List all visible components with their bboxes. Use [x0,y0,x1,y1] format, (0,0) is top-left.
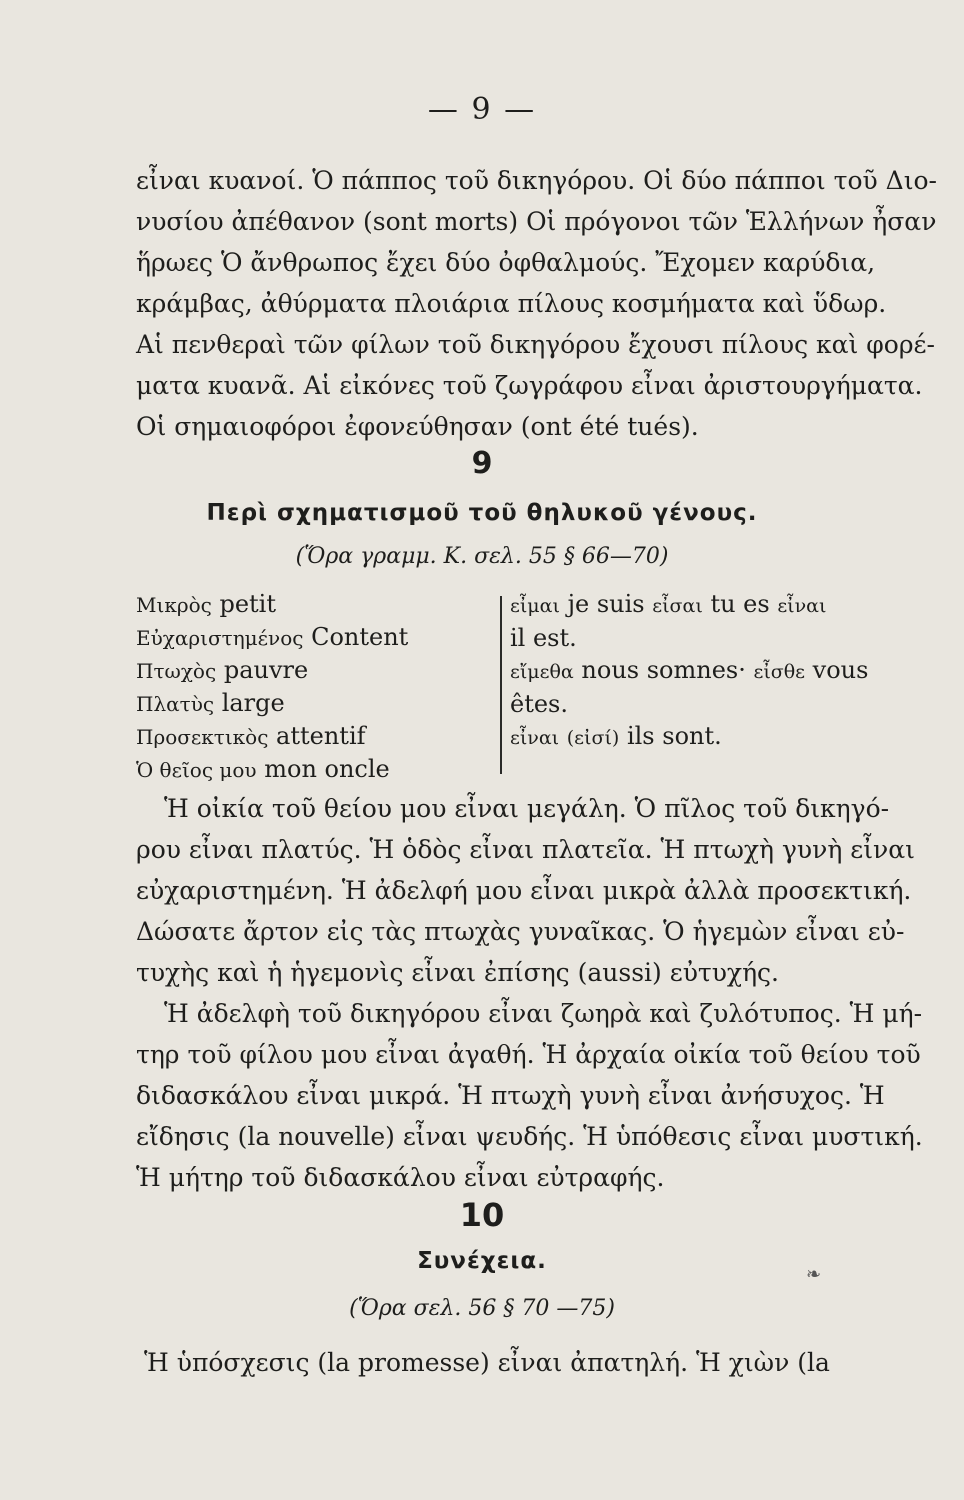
conjugation-line [510,720,890,754]
conjugation-line [510,654,890,688]
text-line: τηρ τοῦ φίλου μου εἶναι ἀγαθή. Ἡ ἀρχαία οἰκία τοῦ θείου τοῦ [136,1040,921,1069]
page-number: — 9 — [427,92,537,127]
text-line: Ἡ οἰκία τοῦ θείου μου εἶναι μεγάλη. Ὁ πῖλος τοῦ δικηγό- [164,794,890,823]
vocab-french: attentif [276,722,366,750]
conjugation-line [510,688,890,720]
vocab-french: petit [219,590,276,618]
conjugation-line [510,588,890,622]
vocab-greek: Προσεκτικὸς [136,725,269,749]
text-line: κράμβας, ἀθύρματα πλοιάρια πίλους κοσμήματα καὶ ὕδωρ. [136,289,887,318]
conj-french: nous somnes· [581,656,746,684]
vocab-greek: Πτωχὸς [136,659,217,683]
text-line: ματα κυανᾶ. Αἱ εἰκόνες τοῦ ζωγράφου εἶναι ἀριστουργήματα. [136,371,923,400]
vocab-greek: Ὁ θεῖος μου [136,758,257,782]
text-line: εἶναι κυανοί. Ὁ πάππος τοῦ δικηγόρου. Οἱ δύο πάπποι τοῦ Διο- [136,166,938,195]
section-9-paragraph [136,788,923,1198]
vocab-greek: Πλατὺς [136,692,215,716]
text-line: διδασκάλου εἶναι μικρά. Ἡ πτωχὴ γυνὴ εἶναι ἀνήσυχος. Ἡ [136,1081,885,1110]
text-line: Δώσατε ἄρτον εἰς τὰς πτωχὰς γυναῖκας. Ὁ ἡγεμὼν εἶναι εὐ- [136,917,905,946]
conj-french: tu es [710,590,770,618]
text-line: Ἡ ἀδελφὴ τοῦ δικηγόρου εἶναι ζωηρὰ καὶ ζυλότυπος. Ἡ μή- [164,999,923,1028]
vocab-french: pauvre [223,656,309,684]
vocabulary-list [136,588,496,786]
section-10-reference: (Ὅρα σελ. 56 § 70 —75) [349,1296,615,1321]
conj-french: il est. [510,624,577,652]
conj-greek: εἶναι [510,727,560,749]
vocab-item [136,654,496,687]
text-line: ἥρωες Ὁ ἄνθρωπος ἔχει δύο ὀφθαλμούς. Ἔχομεν καρύδια, [136,248,876,277]
vocab-french: large [221,689,285,717]
section-9-title: Περὶ σχηματισμοῦ τοῦ θηλυκοῦ γένους. [206,500,758,526]
text-line: τυχὴς καὶ ἡ ἡγεμονὶς εἶναι ἐπίσης (aussi) εὐτυχής. [136,958,779,987]
conj-greek: εἶσθε [753,661,806,683]
section-10-title: Συνέχεια. [417,1248,547,1274]
conj-greek: εἴμεθα [510,661,574,683]
section-10-paragraph [136,1342,876,1383]
column-divider [500,596,502,774]
text-line: Ἡ μήτηρ τοῦ διδασκάλου εἶναι εὐτραφής. [136,1163,665,1192]
decorative-ornament: ❧ [806,1264,822,1285]
vocab-greek: Εὐχαριστημένος [136,626,304,650]
section-10-number: 10 [459,1196,505,1234]
vocab-item [136,687,496,720]
text-line: νυσίου ἀπέθανον (sont morts) Οἱ πρόγονοι τῶν Ἑλλήνων ἦσαν [136,207,937,236]
conj-greek: εἶσαι [652,595,703,617]
vocab-greek: Μικρὸς [136,593,212,617]
vocab-item [136,720,496,753]
vocab-item [136,621,496,654]
text-line: Οἱ σημαιοφόροι ἐφονεύθησαν (ont été tués). [136,412,699,441]
section-9-number: 9 [471,446,493,481]
text-line: ρου εἶναι πλατύς. Ἡ ὁδὸς εἶναι πλατεῖα. Ἡ πτωχὴ γυνὴ εἶναι [136,835,915,864]
text-line: Ἡ ὑπόσχεσις (la promesse) εἶναι ἀπατηλή. Ἡ χιὼν (la [144,1348,830,1377]
conj-greek: εἶμαι [510,595,560,617]
vocab-french: Content [311,623,409,651]
intro-paragraph [136,160,938,447]
text-line: εἴδησις (la nouvelle) εἶναι ψευδής. Ἡ ὑπόθεσις εἶναι μυστική. [136,1122,923,1151]
conjugation-line [510,622,890,654]
conj-greek: εἶναι [777,595,827,617]
section-9-reference: (Ὅρα γραμμ. Κ. σελ. 55 § 66—70) [295,544,669,569]
conj-french: êtes. [510,690,568,718]
conj-french: ils sont. [626,722,722,750]
text-line: Αἱ πενθεραὶ τῶν φίλων τοῦ δικηγόρου ἔχουσι πίλους καὶ φορέ- [136,330,935,359]
conj-greek: (εἰσί) [566,727,620,749]
conjugation-block [510,588,890,754]
conj-french: je suis [567,590,645,618]
vocab-item [136,588,496,621]
conj-french: vous [812,656,869,684]
vocab-french: mon oncle [264,755,390,783]
text-line: εὐχαριστημένη. Ἡ ἀδελφή μου εἶναι μικρὰ ἀλλὰ προσεκτική. [136,876,912,905]
vocab-item [136,753,496,786]
